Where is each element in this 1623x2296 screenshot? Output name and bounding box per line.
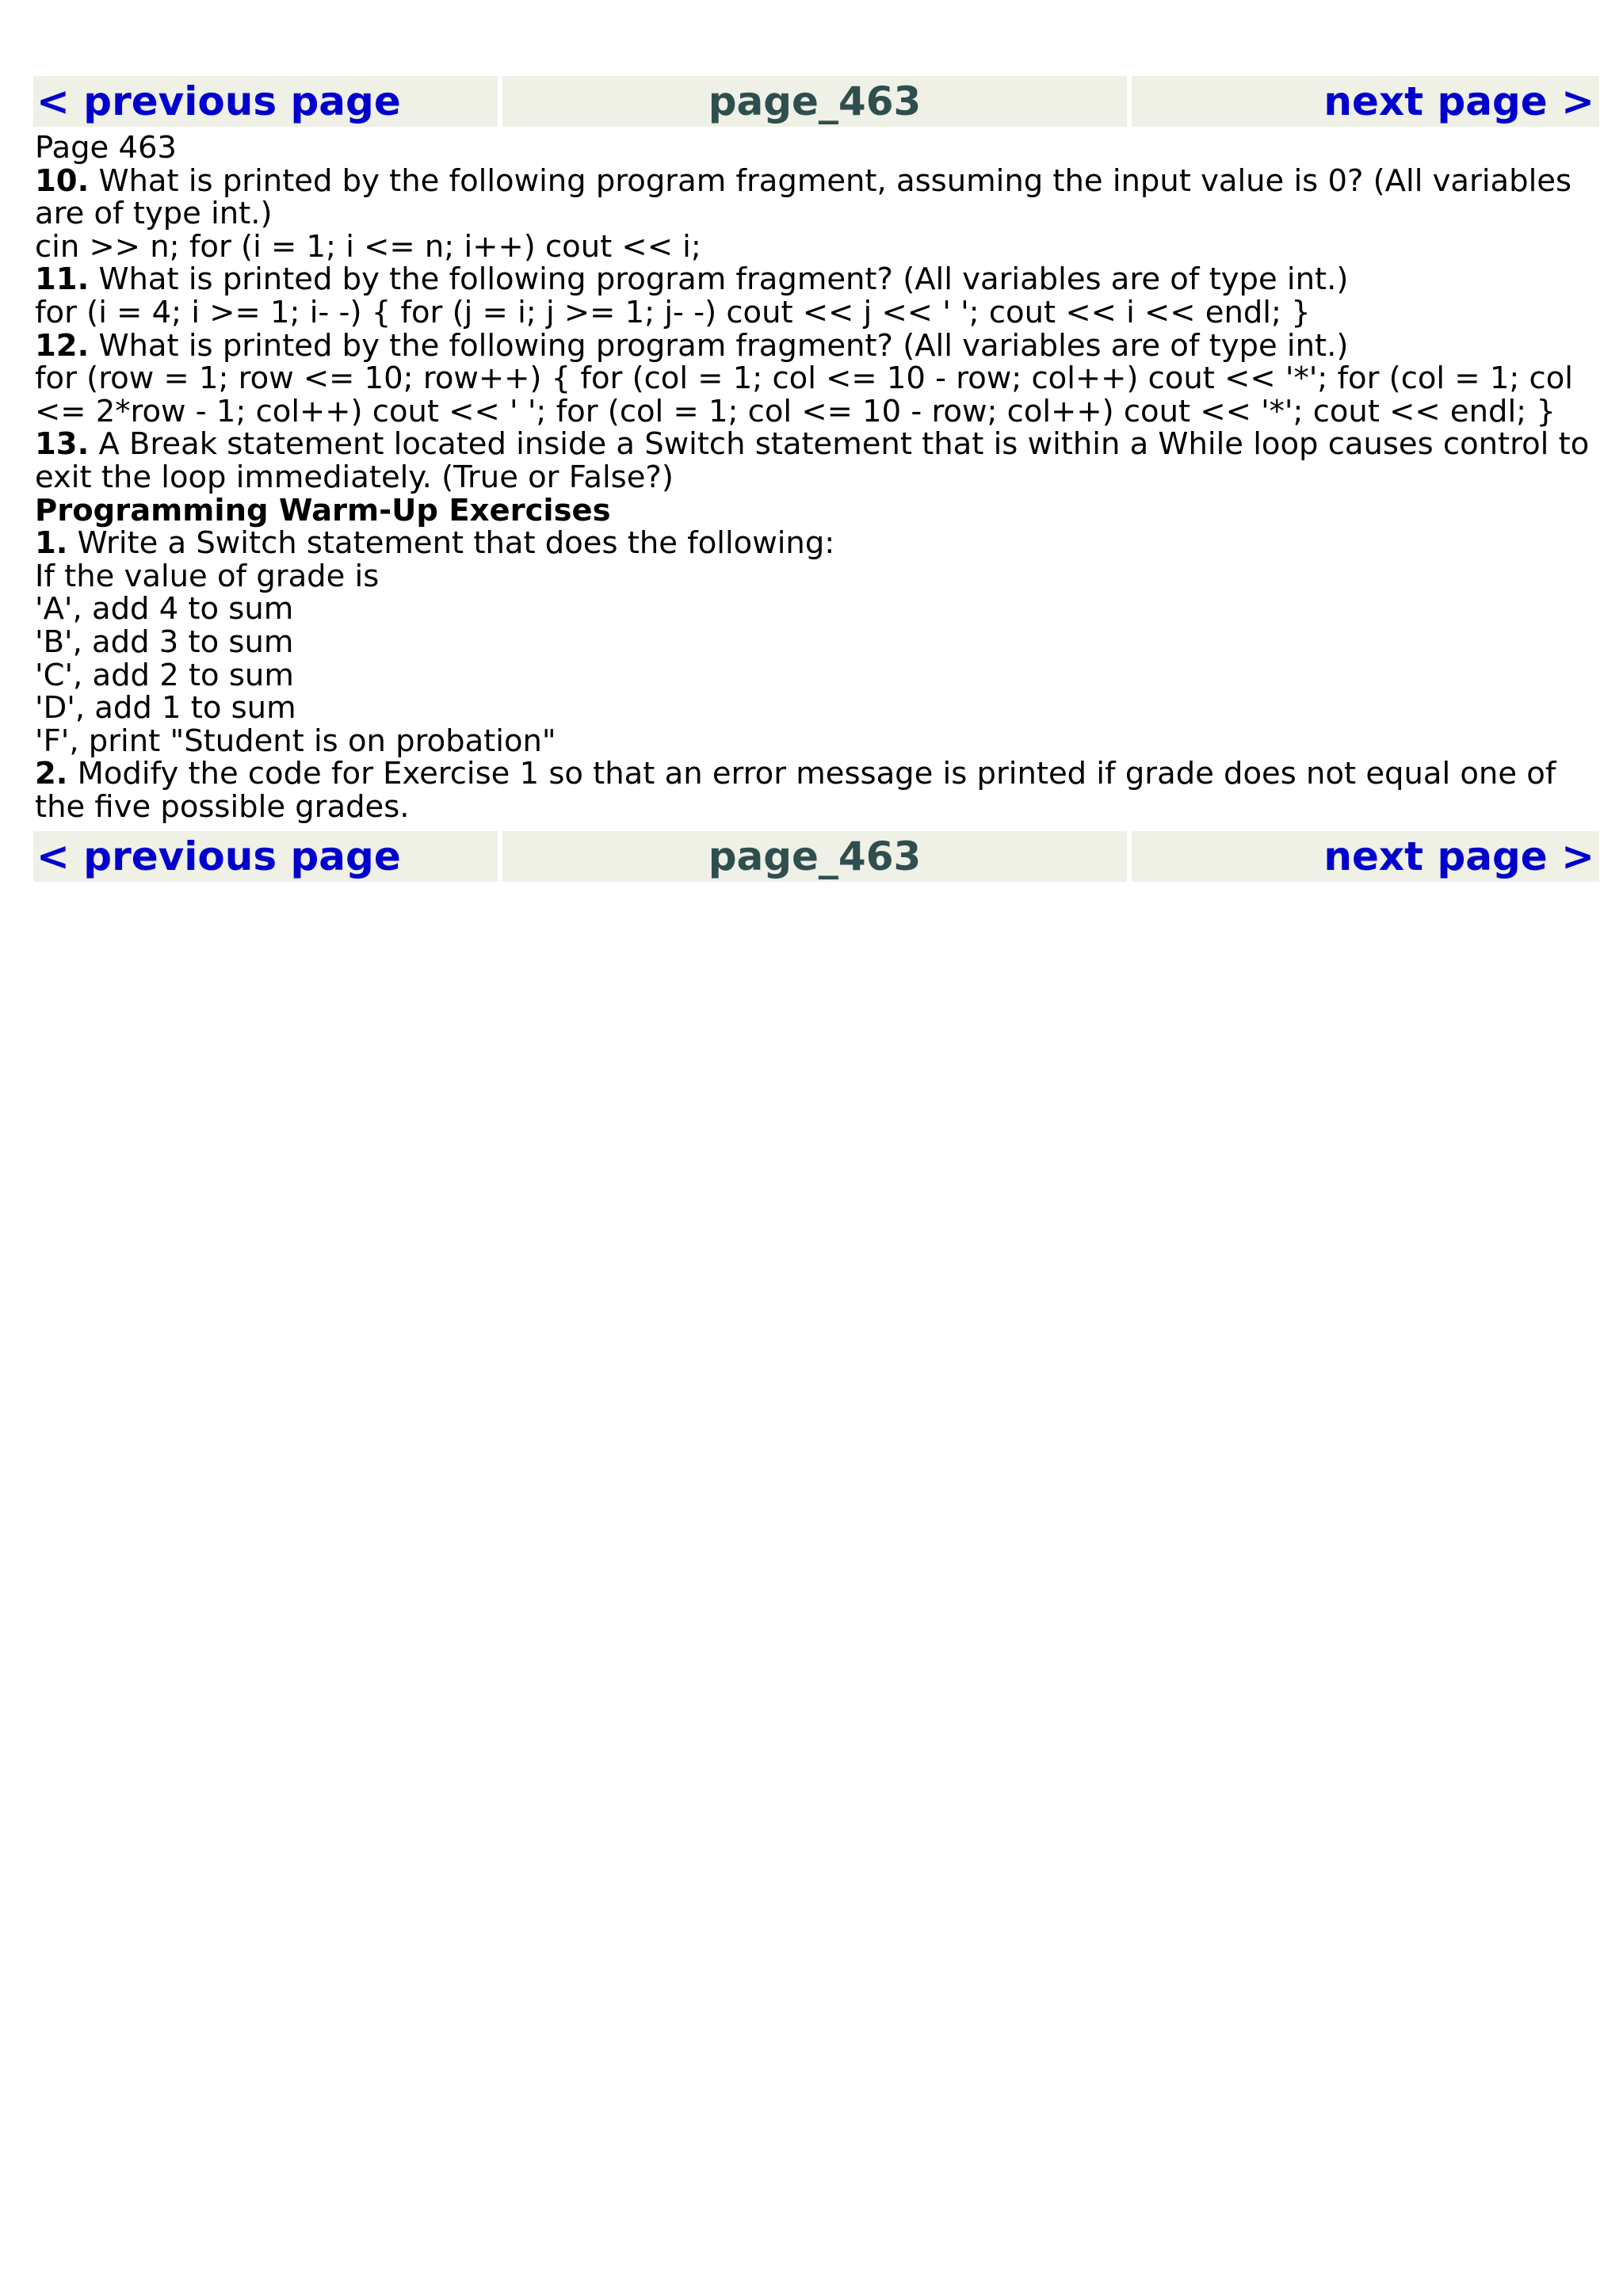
bottom-nav-bar [33, 831, 1599, 882]
exercise-1-line: If the value of grade is [35, 558, 380, 594]
exercise-1-line: 'B', add 3 to sum [35, 624, 294, 660]
exercise-2 [35, 757, 1599, 823]
previous-page-link[interactable]: < previous page [33, 831, 498, 882]
exercise-number: 1. [35, 525, 68, 562]
question-10 [35, 162, 1599, 232]
page-content [33, 127, 1599, 831]
top-nav-bar [33, 76, 1599, 127]
exercise-1-line: 'C', add 2 to sum [35, 657, 294, 693]
exercise-1 [35, 527, 1599, 560]
question-number: 10. [35, 162, 90, 199]
page-number-label: page_463 [502, 76, 1127, 127]
question-text: What is printed by the following program fragment? (All variables are of type int.) [89, 261, 1349, 298]
section-title: Programming Warm-Up Exercises [35, 492, 611, 528]
question-text: What is printed by the following program fragment, assuming the input value is 0? (All variables are of type int.) [35, 162, 1572, 232]
page-container [33, 76, 1599, 882]
question-text: A Break statement located inside a Switch statement that is within a While loop causes control to exit the loop immediately. (True or False?) [35, 426, 1590, 495]
exercise-1-line: 'D', add 1 to sum [35, 690, 296, 727]
previous-page-link[interactable]: < previous page [33, 76, 498, 127]
question-number: 13. [35, 426, 90, 463]
code-line: for (row = 1; row <= 10; row++) { for (col = 1; col <= 10 - row; col++) cout << '*'; for (col = 1; col <= 2*row - 1; col++) cout << ' '; for (col = 1; col <= 10 - row; col++) cout << '*'; cout << endl; } [35, 360, 1573, 429]
code-line: cin >> n; for (i = 1; i <= n; i++) cout << i; [35, 228, 701, 265]
exercise-number: 2. [35, 756, 68, 792]
next-page-link[interactable]: next page > [1132, 76, 1599, 127]
question-text: What is printed by the following program fragment? (All variables are of type int.) [89, 327, 1349, 364]
question-11 [35, 263, 1599, 296]
question-13 [35, 428, 1599, 494]
page-heading: Page 463 [35, 130, 177, 166]
next-page-link[interactable]: next page > [1132, 831, 1599, 882]
question-number: 12. [35, 327, 90, 364]
exercise-1-line: 'A', add 4 to sum [35, 591, 294, 627]
exercise-1-line: 'F', print "Student is on probation" [35, 723, 556, 759]
page-number-label: page_463 [502, 831, 1127, 882]
exercise-text: Write a Switch statement that does the following: [67, 525, 835, 562]
question-12 [35, 327, 1599, 364]
exercise-text: Modify the code for Exercise 1 so that an error message is printed if grade does not equal one of the five possible grades. [35, 756, 1556, 825]
code-line: for (i = 4; i >= 1; i- -) { for (j = i; j >= 1; j- -) cout << j << ' '; cout << i << endl; } [35, 294, 1311, 330]
question-number: 11. [35, 261, 90, 298]
